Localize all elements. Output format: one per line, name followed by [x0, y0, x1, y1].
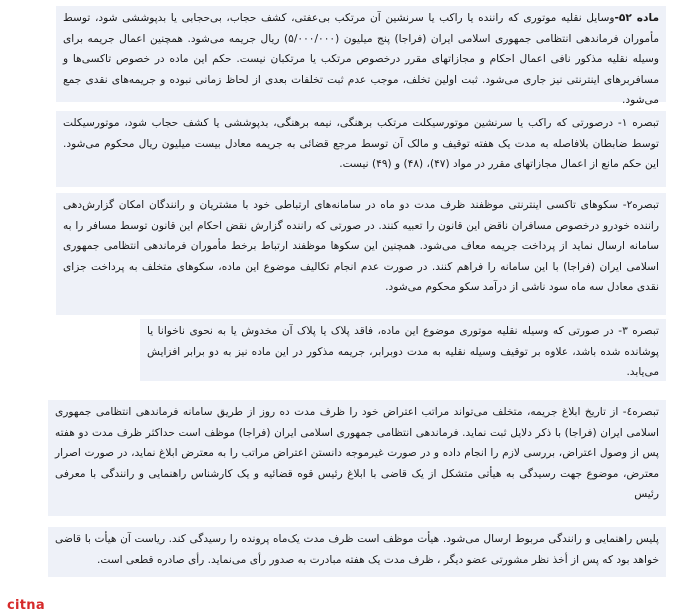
- article-52: [56, 6, 666, 107]
- article-52-paragraph: [63, 8, 659, 111]
- article-text: وسایل نقلیه موتوری که راننده یا راکب یا سرنشین آن مرتکب بی‌عفتی، کشف حجاب، بی‌حجابی یا بدپوششی شود، توسط مأموران فرماندهی انتظامی جمهوری اسلامی ایران (فراجا) پنج میلیون (۵/۰۰۰/۰۰۰) ریال جریمه می‌شود. همچنین اعمال جریمه برای وسیله نقلیه مذکور نافی اعمال احکام و مجازاتهای مقرر درخصوص مرتکب یا مرتکبان نیست. حکم این ماده در خصوص تاکسی‌ها و مسافربرهای اینترنتی نیز جاری می‌شود. ثبت اولین تخلف، موجب عدم ثبت تخلفات بعدی از لحاظ زمانی نبوده و جریمه‌های نقدی جمع می‌شود.: [63, 12, 659, 107]
- note-1-text: تبصره ۱- درصورتی که راکب یا سرنشین موتورسیکلت مرتکب برهنگی، نیمه برهنگی، بدپوششی یا کشف حجاب شود، موتورسیکلت توسط ضابطان بلافاصله به مدت یک هفته توقیف و مالک آن توسط مرجع قضائی به جریمه معادل بیست میلیون ریال محکوم می‌شود. این حکم مانع از اعمال مجازاتهای مقرر در مواد (۴۷)، (۴۸) و (۴۹) نیست.: [63, 117, 659, 171]
- note-4-text: تبصره٤- از تاریخ ابلاغ جریمه، متخلف می‌تواند مراتب اعتراض خود را ظرف مدت ده روز از طریق سامانه فرماندهی انتظامی جمهوری اسلامی ایران (فراجا) با ذکر دلایل ثبت نماید. فرماندهی انتظامی جمهوری اسلامی ایران (فراجا) موظف است حداکثر ظرف مدت دو هفته پس از وصول اعتراض، بررسی لازم را انجام داده و در صورت غیرموجه دانستن اعتراض مراتب را به معترض ابلاغ نماید، در صورت اصرار معترض، موضوع جهت رسیدگی به هیأتی متشکل از یک قاضی با ابلاغ رئیس قوه قضائیه و یک کارشناس راهنمایی و رانندگی با معرفی رئیس: [55, 406, 659, 501]
- note-1: [56, 111, 666, 187]
- note-3-text: تبصره ۳- در صورتی که وسیله نقلیه موتوری موضوع این ماده، فاقد پلاک یا پلاک آن مخدوش یا به نحوی ناخوانا یا پوشانده شده باشد، علاوه بر توقیف وسیله نقلیه به مدت دوبرابر، جریمه مذکور در این ماده نیز به دو برابر افزایش می‌یابد.: [147, 325, 659, 379]
- note-4-continuation-text: پلیس راهنمایی و رانندگی مربوط ارسال می‌شود. هیأت موظف است ظرف مدت یک‌ماه پرونده را رسیدگی کند. ریاست آن هیأت با قاضی خواهد بود که پس از أخذ نظر مشورتی عضو دیگر ، ظرف مدت یک هفته مبادرت به صدور رأی می‌نماید. رأی صادره قطعی است.: [55, 533, 659, 566]
- note-4-continuation: [48, 527, 666, 577]
- note-4: [48, 400, 666, 516]
- note-2: [56, 193, 666, 315]
- note-2-text: تبصره۲- سکوهای تاکسی اینترنتی موظفند ظرف مدت دو ماه در سامانه‌های ارتباطی خود با مشتریان و رانندگان امکان گزارش‌دهی راننده خودرو درخصوص مسافران ناقض این قانون را تعبیه کنند. در صورتی که راننده گزارش نقض احکام این قانون توسط مسافر را به سامانه ارسال نماید از پرداخت جریمه معاف می‌شود. همچنین این سکوها موظفند ارتباط برخط مأموران فرماندهی انتظامی جمهوری اسلامی ایران (فراجا) با این سامانه را فراهم کنند. در صورت عدم انجام تکالیف موضوع این ماده، سکوهای متخلف به پرداخت جزای نقدی معادل سه ماه سود ناشی از درآمد سکو محکوم می‌شود.: [63, 199, 659, 294]
- article-heading: ماده ۵۲-: [614, 12, 660, 24]
- note-3: [140, 319, 666, 381]
- citna-logo: citna: [7, 598, 45, 613]
